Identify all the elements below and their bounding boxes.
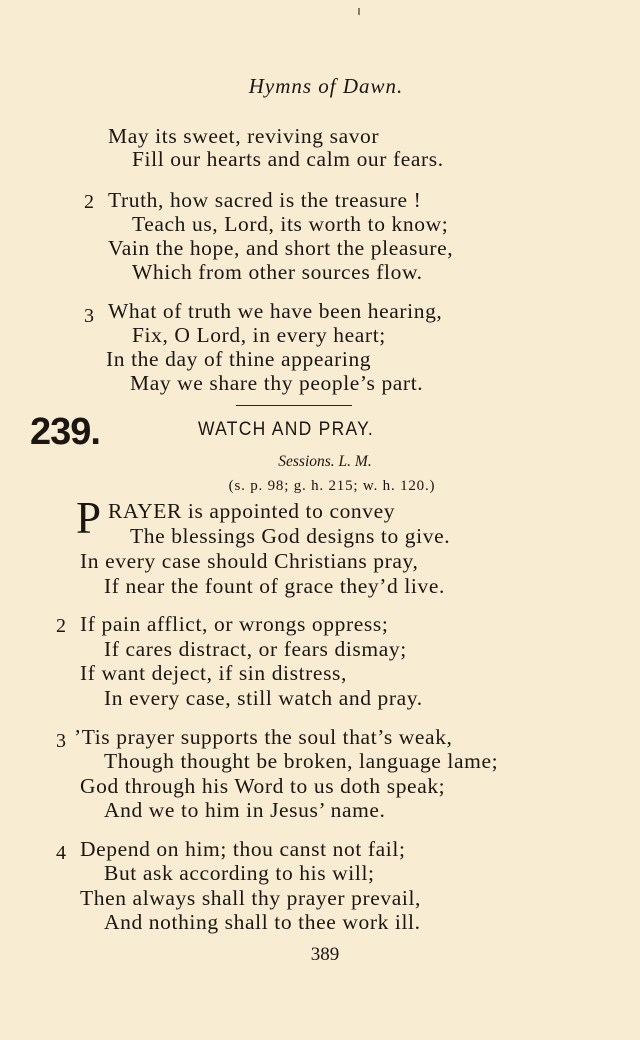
hymnal-references: (s. p. 98; g. h. 215; w. h. 120.) [228,478,436,494]
stanza4-line-2: But ask according to his will; [104,861,375,885]
stanza2-number: 2 [56,615,66,637]
tune-name: Sessions. L. M. [278,453,372,470]
prev-stanza3-line-2: Fix, O Lord, in every heart; [132,323,386,347]
prev-stanza2-line-1: Truth, how sacred is the treasure ! [108,188,422,212]
stanza4-line-1: Depend on him; thou canst not fail; [80,837,406,861]
prev-stanza2-line-4: Which from other sources flow. [132,260,423,284]
prev-stanza1-line-3: May its sweet, reviving savor [108,124,380,148]
hymn-title: WATCH AND PRAY. [198,419,375,440]
stanza2-line-1: If pain afflict, or wrongs oppress; [80,612,389,636]
stanza3-line-1: ’Tis prayer supports the soul that’s weak, [74,725,453,749]
hymn-number: 239. [30,411,100,453]
stanza4-number: 4 [56,842,66,864]
prev-stanza2-number: 2 [84,191,94,213]
prev-stanza3-line-4: May we share thy people’s part. [130,371,424,395]
stanza1-line-4: If near the fount of grace they’d live. [104,574,445,598]
print-fleck [358,8,360,15]
prev-stanza1-line-4: Fill our hearts and calm our fears. [132,147,444,171]
stanza1-line-3: In every case should Christians pray, [80,549,419,573]
stanza1-line-1: RAYER is appointed to convey [108,499,396,523]
stanza3-line-3: God through his Word to us doth speak; [80,774,446,798]
stanza3-line-2: Though thought be broken, language lame; [104,749,499,773]
running-head: Hymns of Dawn. [248,74,404,98]
page-number: 389 [310,944,340,965]
stanza2-line-4: In every case, still watch and pray. [104,686,423,710]
stanza2-line-3: If want deject, if sin distress, [80,661,347,685]
stanza2-line-2: If cares distract, or fears dismay; [104,637,407,661]
stanza4-line-3: Then always shall thy prayer prevail, [80,886,422,910]
prev-stanza3-line-3: In the day of thine appearing [106,347,372,371]
drop-cap: P [76,493,102,543]
prev-stanza3-number: 3 [84,305,94,327]
prev-stanza2-line-3: Vain the hope, and short the pleasure, [108,236,454,260]
stanza3-line-4: And we to him in Jesus’ name. [104,798,386,822]
stanza4-line-4: And nothing shall to thee work ill. [104,910,421,934]
prev-stanza2-line-2: Teach us, Lord, its worth to know; [132,212,449,236]
prev-stanza3-line-1: What of truth we have been hearing, [108,299,443,323]
stanza1-line-2: The blessings God designs to give. [130,524,451,548]
section-divider [236,405,352,406]
stanza3-number: 3 [56,730,66,752]
